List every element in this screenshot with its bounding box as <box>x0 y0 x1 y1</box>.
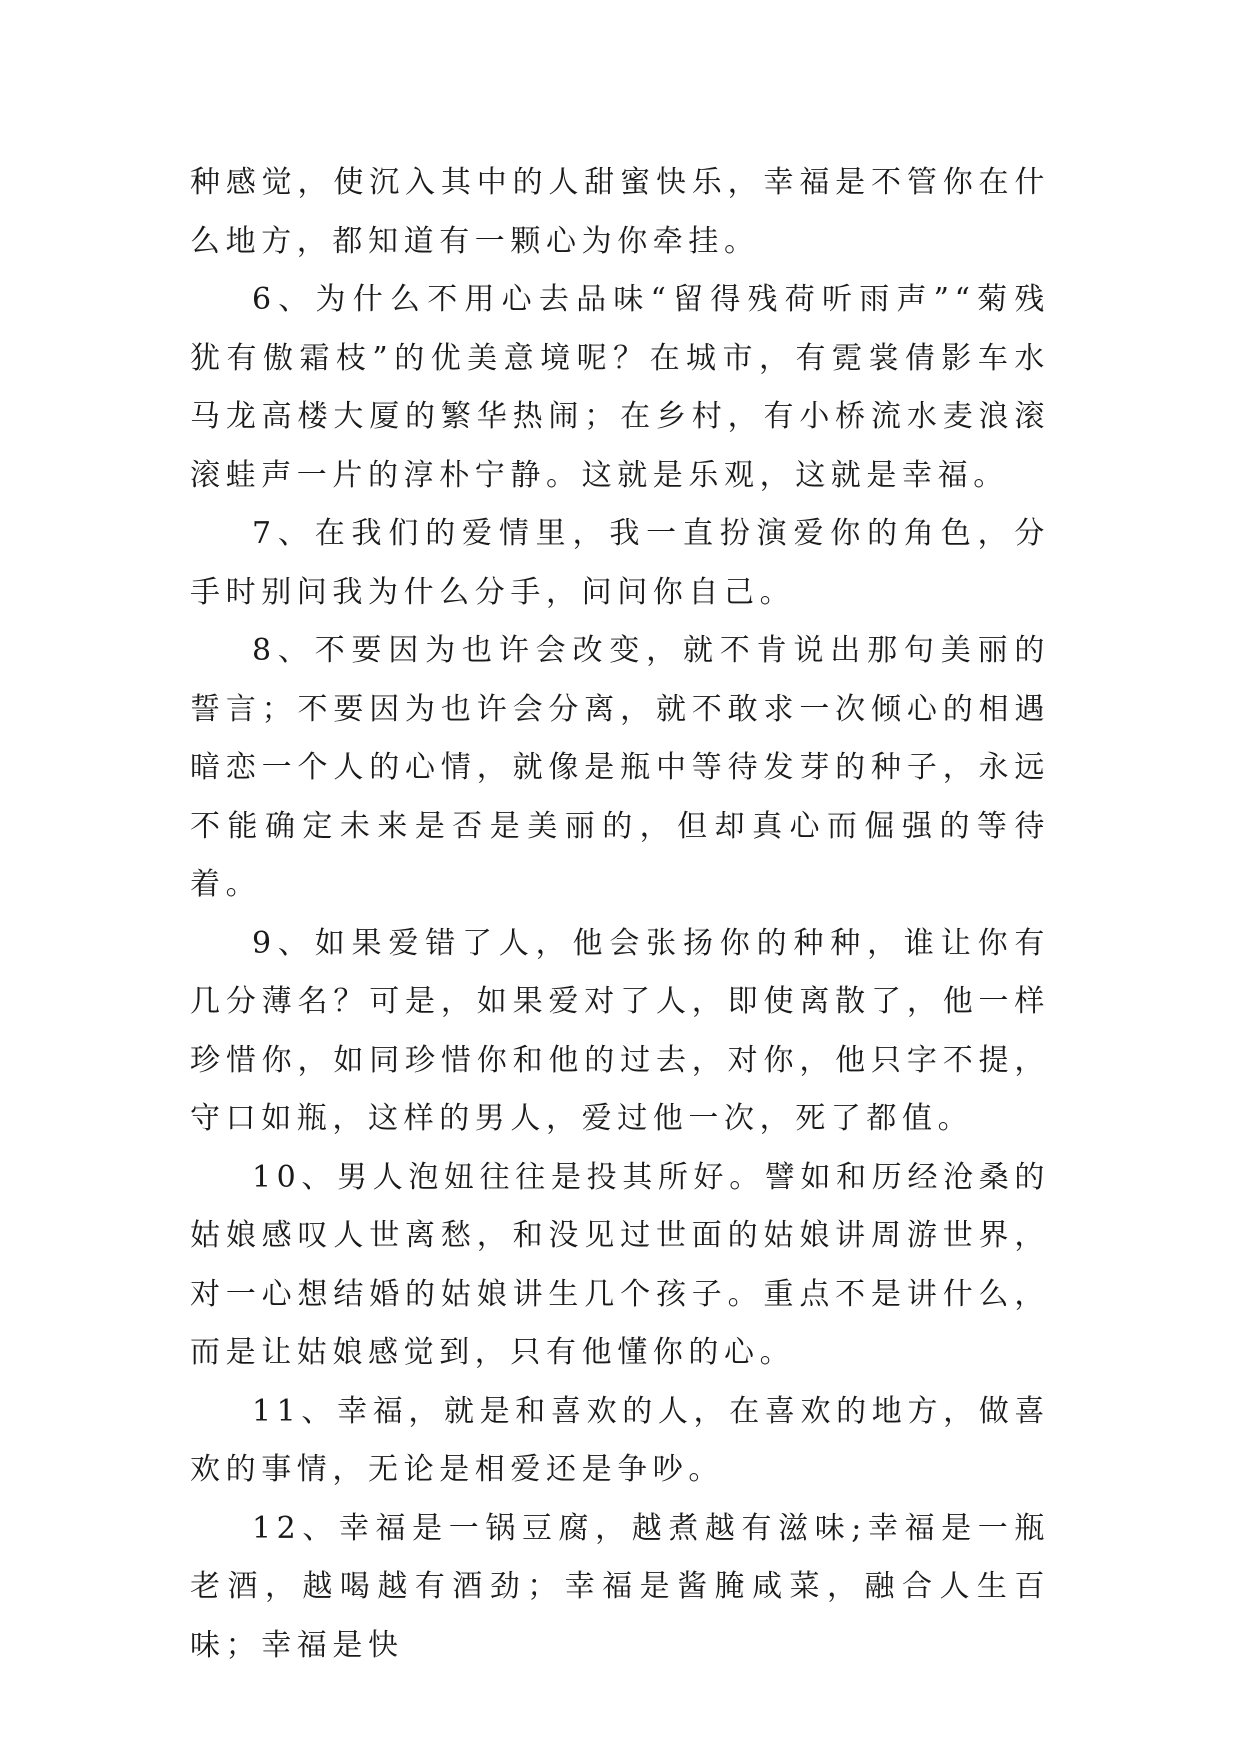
paragraph-item-7: 7、在我们的爱情里，我一直扮演爱你的角色，分手时别问我为什么分手，问问你自己。 <box>190 516 1050 610</box>
document-body <box>190 154 1050 1675</box>
paragraph-item-12: 12、幸福是一锅豆腐，越煮越有滋味;幸福是一瓶老酒，越喝越有酒劲；幸福是酱腌咸菜，融合人生百味；幸福是快 <box>190 1510 1050 1663</box>
paragraph-continuation: 种感觉，使沉入其中的人甜蜜快乐，幸福是不管你在什么地方，都知道有一颗心为你牵挂。 <box>190 165 1050 259</box>
paragraph-item-11: 11、幸福，就是和喜欢的人，在喜欢的地方，做喜欢的事情，无论是相爱还是争吵。 <box>190 1393 1050 1487</box>
paragraph-item-9: 9、如果爱错了人，他会张扬你的种种，谁让你有几分薄名？可是，如果爱对了人，即使离散了，他一样珍惜你，如同珍惜你和他的过去，对你，他只字不提，守口如瓶，这样的男人，爱过他一次，死了都值。 <box>190 925 1050 1136</box>
paragraph-item-8: 8、不要因为也许会改变，就不肯说出那句美丽的誓言；不要因为也许会分离，就不敢求一次倾心的相遇暗恋一个人的心情，就像是瓶中等待发芽的种子，永远不能确定未来是否是美丽的，但却真心而倔强的等待着。 <box>190 633 1050 902</box>
paragraph-item-6: 6、为什么不用心去品味“留得残荷听雨声”“菊残犹有傲霜枝”的优美意境呢？在城市，有霓裳倩影车水马龙高楼大厦的繁华热闹；在乡村，有小桥流水麦浪滚滚蛙声一片的淳朴宁静。这就是乐观，这就是幸福。 <box>190 282 1050 493</box>
paragraph-item-10: 10、男人泡妞往往是投其所好。譬如和历经沧桑的姑娘感叹人世离愁，和没见过世面的姑娘讲周游世界，对一心想结婚的姑娘讲生几个孩子。重点不是讲什么，而是让姑娘感觉到，只有他懂你的心。 <box>190 1159 1050 1370</box>
